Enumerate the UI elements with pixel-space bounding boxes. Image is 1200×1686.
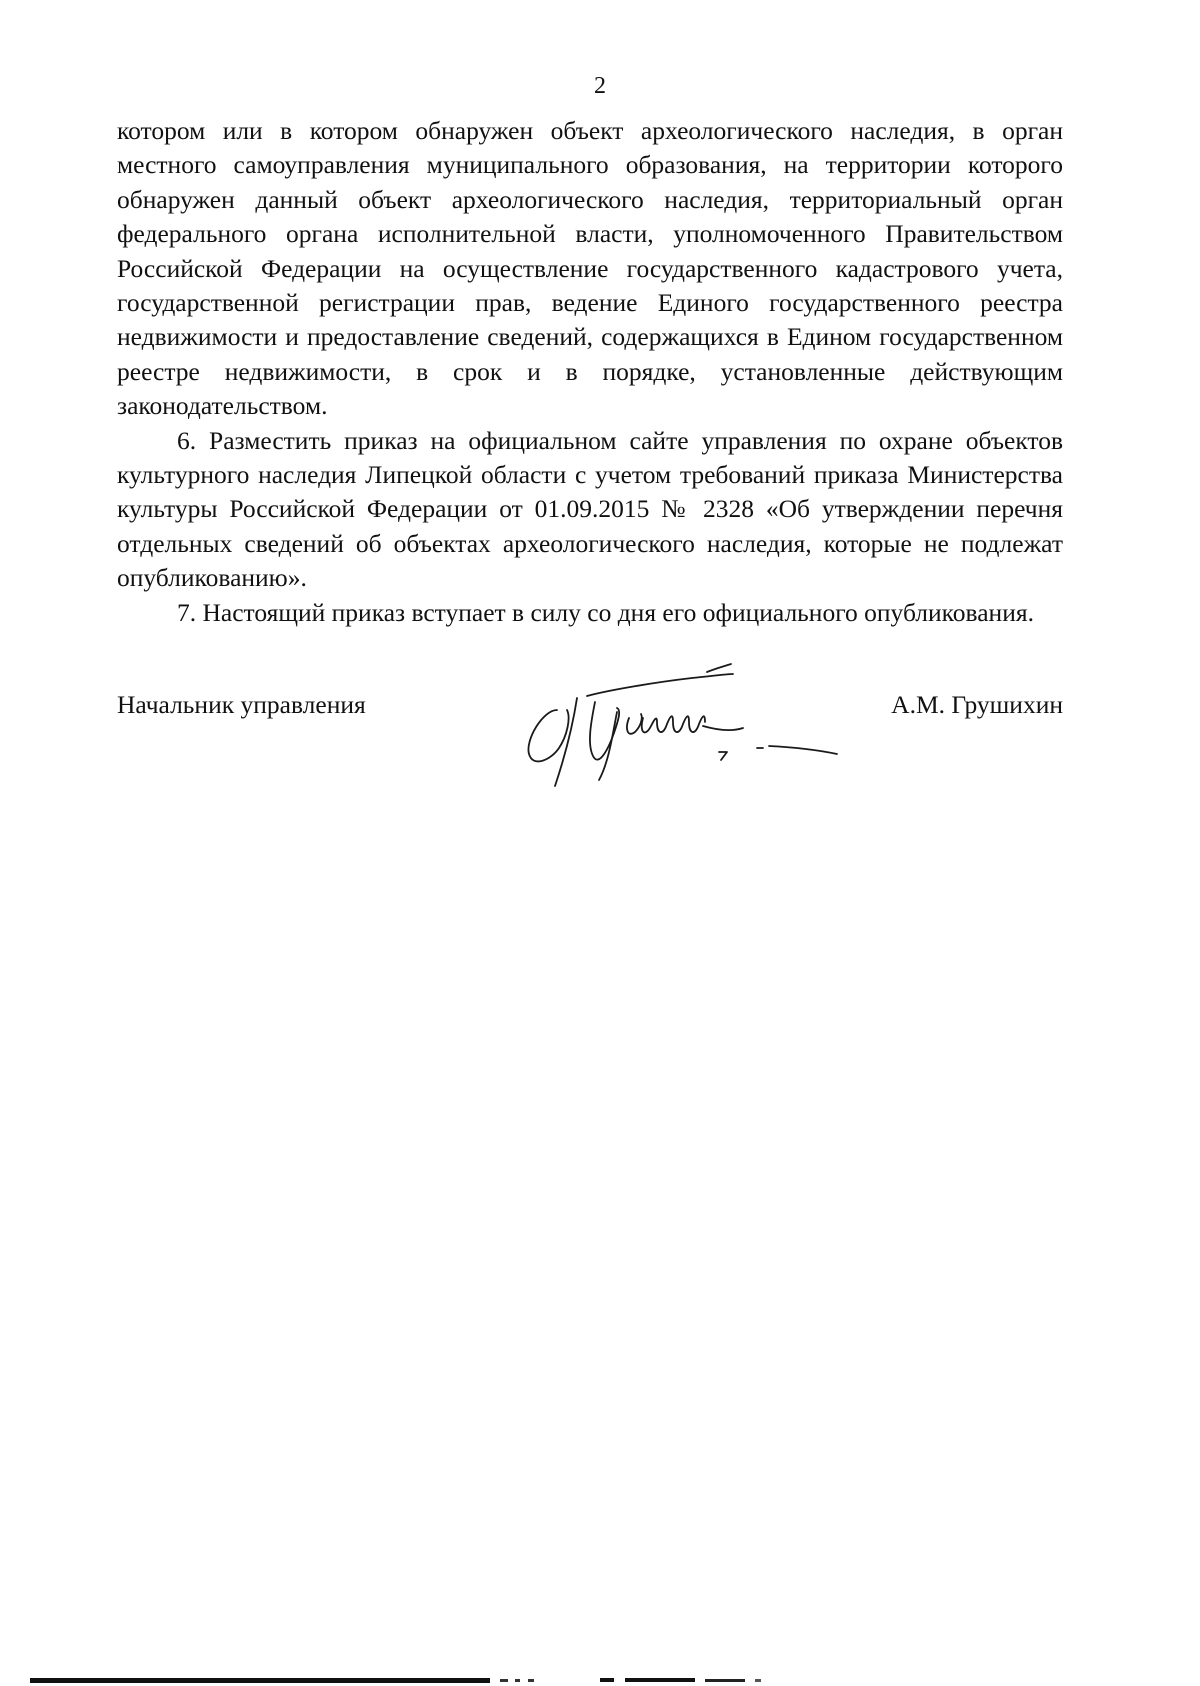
handwritten-signature (517, 652, 847, 792)
signatory-name: А.М. Грушихин (891, 690, 1063, 719)
scan-border-artifact (0, 1675, 1200, 1686)
paragraph-item-6: 6. Разместить приказ на официальном сайте управления по охране объектов культурного наследия Липецкой области с учетом требований приказа Министерства культуры Российской Федерации от 01.09.2015 № 2328 «Об утверждении перечня отдельных сведений об объектах археологического наследия, которые не подлежат опубликованию». (117, 425, 1063, 593)
signatory-position: Начальник управления (117, 690, 366, 719)
paragraph-continuation: котором или в котором обнаружен объект археологического наследия, в орган местного самоуправления муниципального образования, на территории которого обнаружен данный объект археологического наследия, территориальный орган федерального органа исполнительной власти, уполномоченного Правительством Российской Федерации на осуществление государственного кадастрового учета, государственной регистрации прав, ведение Единого государственного реестра недвижимости и предоставление сведений, содержащихся в Едином государственном реестре недвижимости, в срок и в порядке, установленные действующим законодательством. (117, 116, 1063, 421)
document-body (117, 114, 1063, 630)
page-number: 2 (594, 73, 606, 99)
paragraph-item-7: 7. Настоящий приказ вступает в силу со дня его официального опубликования. (177, 597, 1034, 627)
signature-block (117, 676, 1063, 806)
